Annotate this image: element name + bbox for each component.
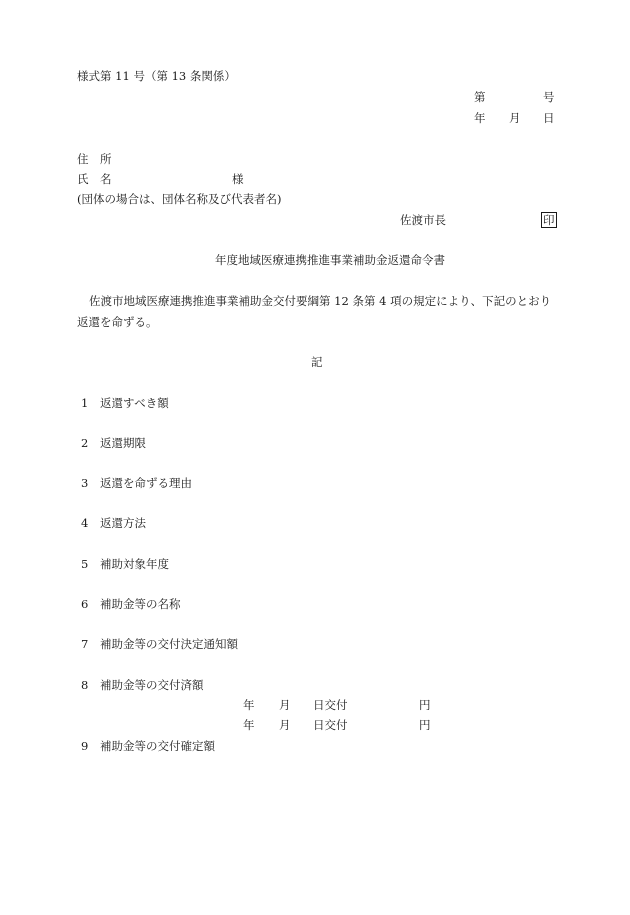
form-number: 様式第 11 号（第 13 条関係） [77, 69, 236, 83]
item-label: 補助金等の交付決定通知額 [100, 637, 238, 651]
item-label: 返還方法 [100, 516, 146, 530]
document-title: 年度地域医療連携推進事業補助金返還命令書 [215, 253, 445, 267]
paid-day-label: 日交付 [313, 698, 348, 712]
group-note: (団体の場合は、団体名称及び代表者名) [77, 192, 282, 206]
doc-number-go: 号 [543, 90, 555, 104]
item-number: 1 [81, 396, 89, 410]
item-number: 6 [81, 597, 89, 611]
item-label: 返還を命ずる理由 [100, 476, 192, 490]
item-number: 7 [81, 637, 89, 651]
item-label: 補助金等の交付確定額 [100, 739, 215, 753]
list-item [81, 476, 192, 490]
item-number: 9 [81, 739, 89, 753]
item-number: 8 [81, 678, 89, 692]
date-day: 日 [543, 111, 555, 125]
item-label: 補助対象年度 [100, 557, 169, 571]
list-item [81, 637, 238, 651]
paid-day-label: 日交付 [313, 718, 348, 732]
item-number: 4 [81, 516, 89, 530]
item-label: 補助金等の交付済額 [100, 678, 204, 692]
paid-row [243, 718, 443, 732]
ki-heading: 記 [311, 355, 323, 369]
paid-yen: 円 [419, 698, 431, 712]
item-number: 2 [81, 436, 89, 450]
doc-number-dai: 第 [474, 90, 486, 104]
paid-month: 月 [279, 718, 291, 732]
item-label: 返還すべき額 [100, 396, 169, 410]
item-number: 5 [81, 557, 89, 571]
date-month: 月 [509, 111, 521, 125]
address-label: 住 所 [77, 152, 112, 166]
paid-year: 年 [243, 698, 255, 712]
paid-row [243, 698, 443, 712]
item-label: 返還期限 [100, 436, 146, 450]
list-item [81, 557, 169, 571]
body-line-1: 佐渡市地域医療連携推進事業補助金交付要綱第 12 条第 4 項の規定により、下記のとおり [89, 294, 552, 308]
seal-mark: 印 [543, 213, 555, 227]
issuer-title: 佐渡市長 [400, 213, 446, 227]
list-item [81, 678, 204, 692]
list-item [81, 436, 146, 450]
list-item [81, 739, 215, 753]
paid-yen: 円 [419, 718, 431, 732]
item-label: 補助金等の名称 [100, 597, 181, 611]
body-line-2: 返還を命ずる。 [77, 315, 158, 329]
list-item [81, 516, 146, 530]
item-number: 3 [81, 476, 89, 490]
list-item [81, 597, 181, 611]
date-year: 年 [474, 111, 486, 125]
list-item [81, 396, 169, 410]
honorific-sama: 様 [232, 172, 244, 186]
name-label: 氏 名 [77, 172, 112, 186]
paid-month: 月 [279, 698, 291, 712]
paid-year: 年 [243, 718, 255, 732]
